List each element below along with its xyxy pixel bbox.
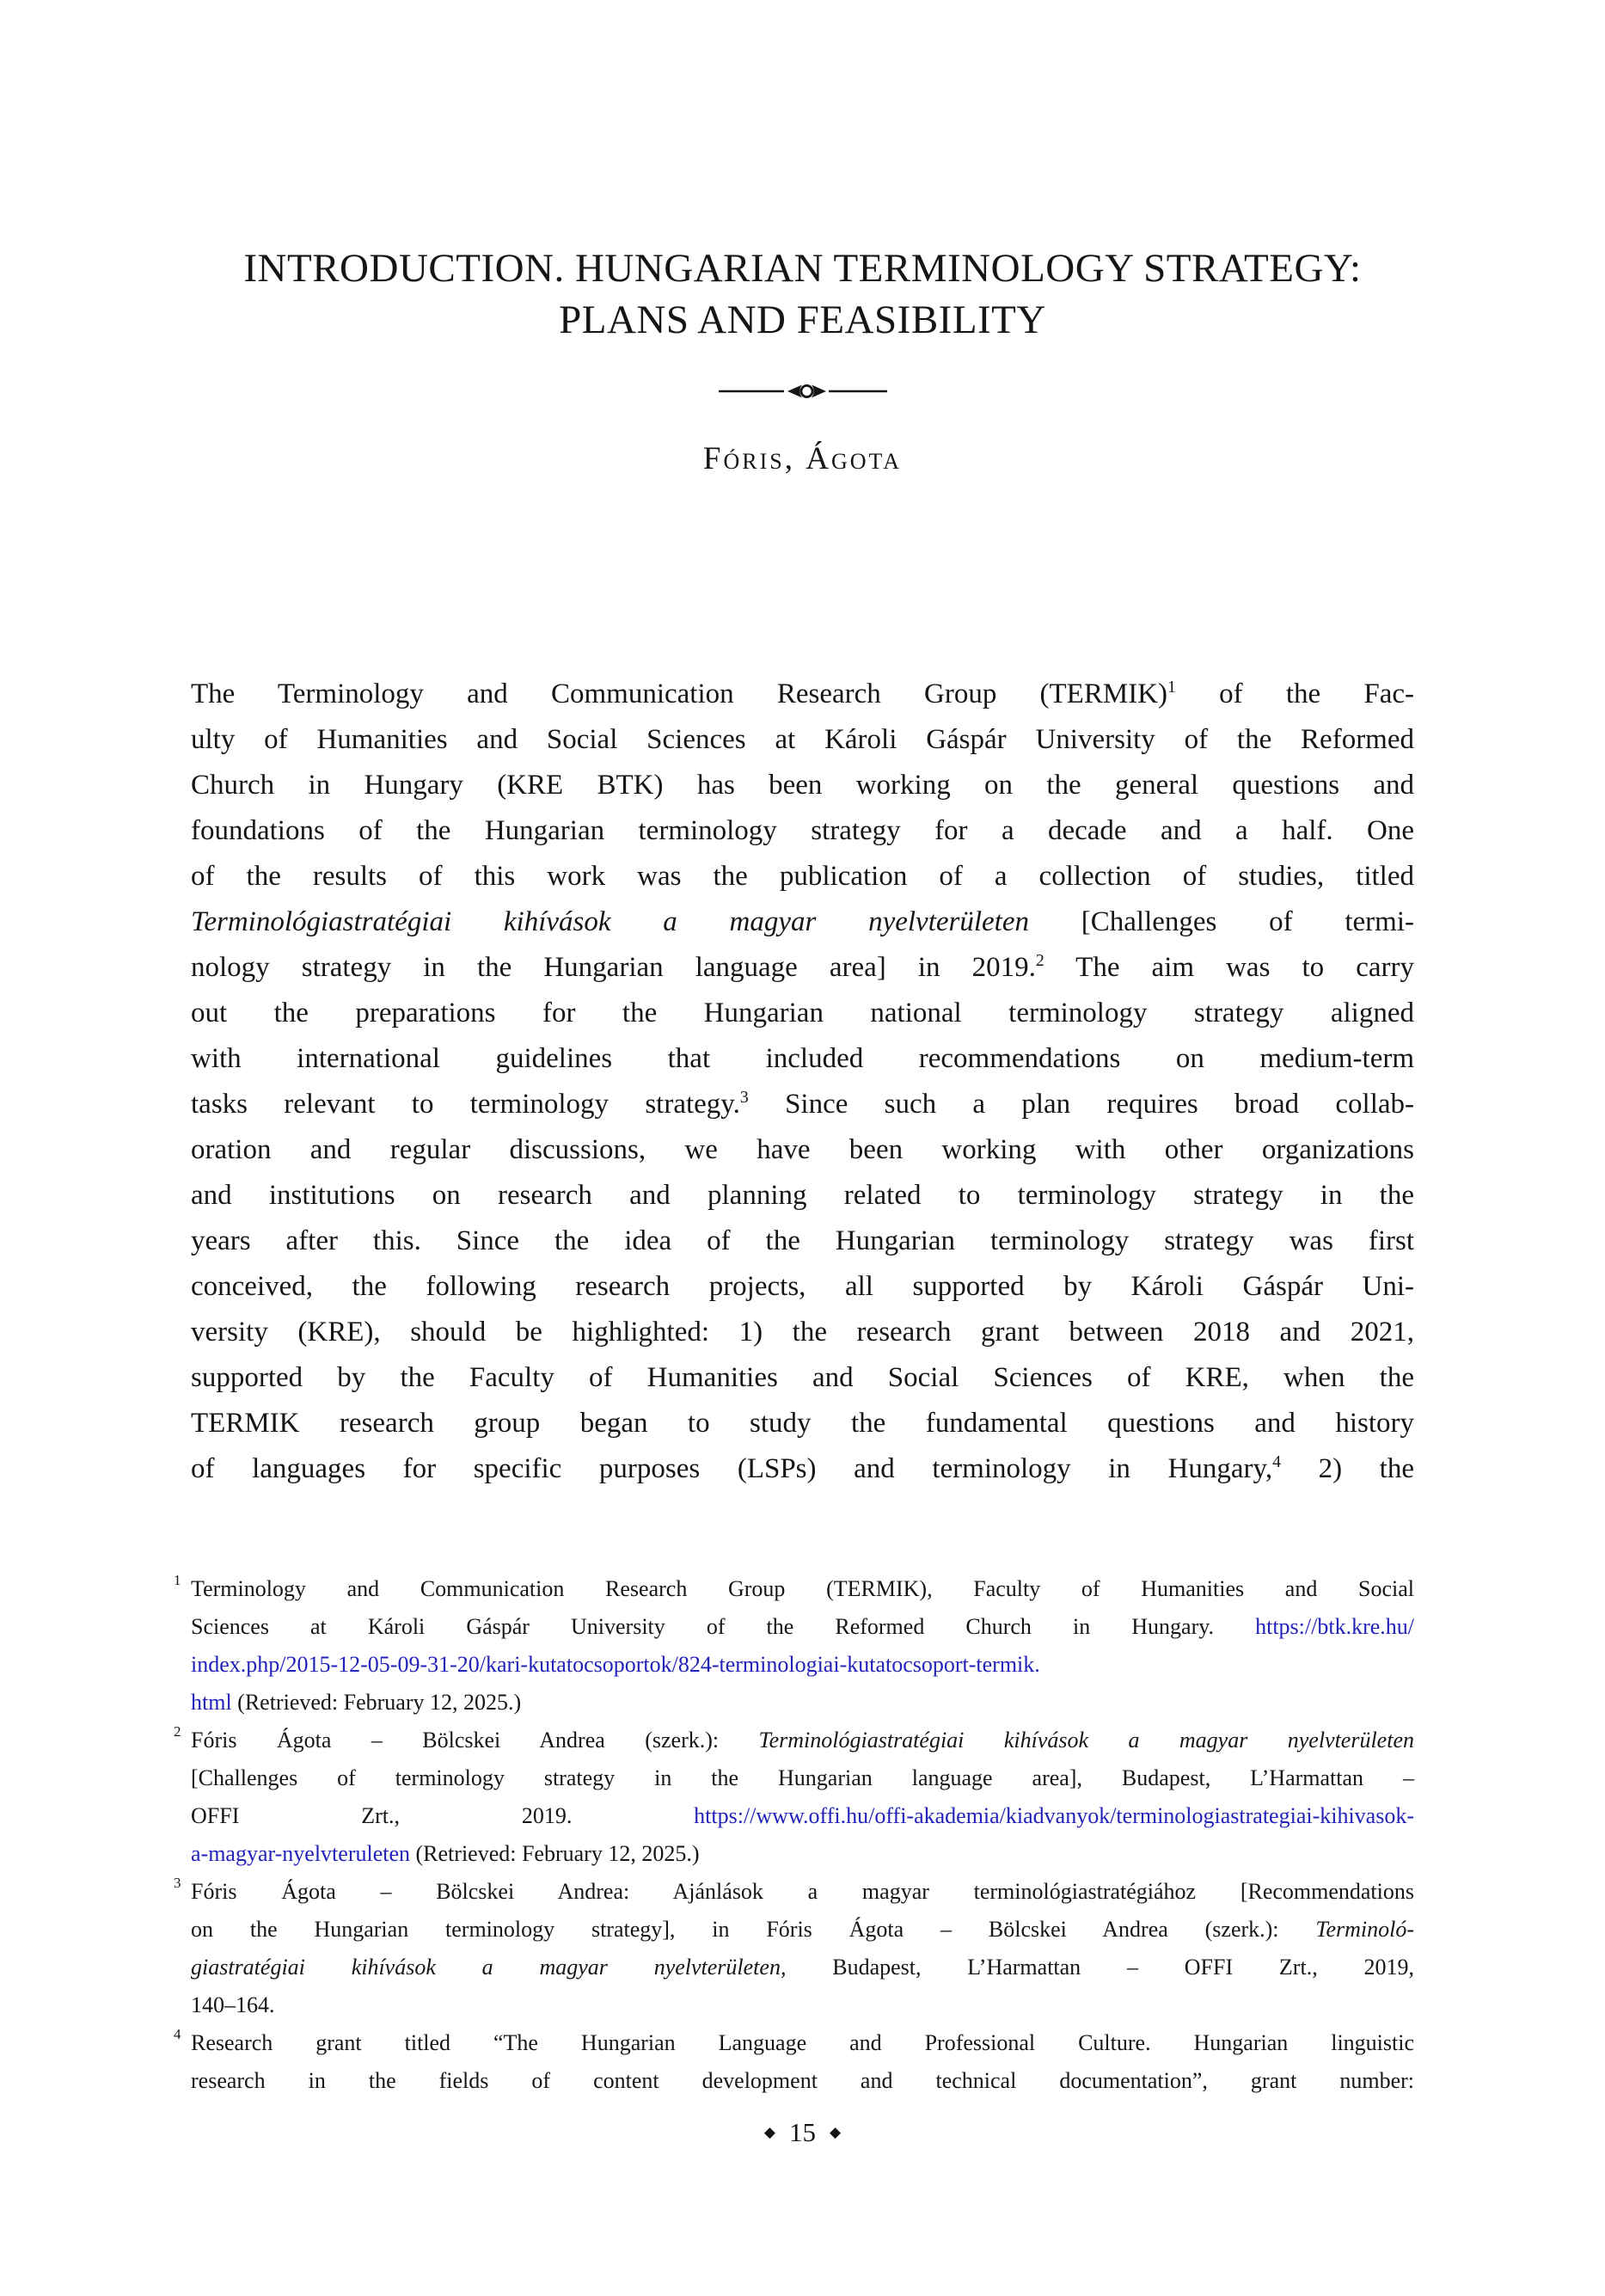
text-line [191, 1646, 1414, 1684]
text-segment: oration and regular discussions, we have been working with other organizations [191, 1134, 1414, 1165]
text-line [191, 1310, 1414, 1355]
text-segment: Fóris Ágota – Bölcskei Andrea: Ajánlások a magyar terminológiastratégiához [Recommendations [191, 1879, 1414, 1904]
text-segment: with international guidelines that included recommendations on medium-term [191, 1043, 1414, 1074]
text-line [191, 1446, 1414, 1492]
text-line [191, 1835, 1414, 1873]
text-line [191, 1911, 1414, 1949]
text-segment: foundations of the Hungarian terminology strategy for a decade and a half. One [191, 815, 1414, 846]
text-segment: Fóris Ágota – Bölcskei Andrea (szerk.): [191, 1728, 759, 1753]
footnote [174, 1722, 1414, 1873]
text-line [191, 1873, 1414, 1911]
text-segment: Research grant titled “The Hungarian Language and Professional Culture. Hungarian linguistic [191, 2030, 1414, 2055]
text-segment: giastratégiai kihívások a magyar nyelvterületen, [191, 1955, 787, 1980]
footnote-reference: 3 [739, 1088, 749, 1107]
diamond-icon: ◆ [830, 2124, 842, 2140]
text-line [191, 854, 1414, 899]
text-line [191, 899, 1414, 945]
footnote-link[interactable]: https://www.offi.hu/offi-akademia/kiadvanyok/terminologiastrategiai-kihivasok- [694, 1803, 1414, 1828]
footnote-marker: 1 [174, 1572, 181, 1588]
text-segment: Terminológiastratégiai kihívások a magyar nyelvterületen [758, 1728, 1414, 1753]
page-footer [0, 2117, 1605, 2148]
text-line [191, 763, 1414, 808]
text-segment: conceived, the following research projects, all supported by Károli Gáspár Uni- [191, 1271, 1414, 1302]
footnote [174, 1570, 1414, 1722]
footnote-reference: 2 [1035, 951, 1044, 970]
footnote-marker: 4 [174, 2026, 181, 2042]
footnote-reference: 1 [1167, 678, 1176, 697]
text-line [191, 1949, 1414, 1986]
text-segment: [Challenges of termi- [1029, 906, 1414, 937]
page-number: 15 [789, 2117, 816, 2147]
text-line [191, 1722, 1414, 1759]
text-segment: The Terminology and Communication Research Group (TERMIK) [191, 678, 1168, 709]
text-segment: 2) the [1281, 1453, 1414, 1484]
footnote [174, 2024, 1414, 2100]
footnote-link[interactable]: a-magyar-nyelvteruleten [191, 1841, 411, 1866]
text-segment: Since such a plan requires broad collab- [748, 1089, 1414, 1120]
text-line [191, 2062, 1414, 2100]
text-segment: and institutions on research and planning related to terminology strategy in the [191, 1180, 1414, 1211]
divider-ornament-icon [717, 382, 889, 401]
text-segment: Sciences at Károli Gáspár University of the Reformed Church in Hungary. [191, 1614, 1256, 1639]
text-line [191, 1264, 1414, 1310]
text-line [191, 1127, 1414, 1173]
text-segment: out the preparations for the Hungarian national terminology strategy aligned [191, 998, 1414, 1028]
footnotes-section [174, 1570, 1414, 2100]
text-segment: years after this. Since the idea of the Hungarian terminology strategy was first [191, 1225, 1414, 1256]
text-line [191, 717, 1414, 763]
text-segment: Terminology and Communication Research Group (TERMIK), Faculty of Humanities and Social [191, 1576, 1414, 1601]
footnote-reference: 4 [1272, 1452, 1281, 1471]
text-line [191, 2024, 1414, 2062]
text-segment: Terminoló- [1315, 1917, 1414, 1942]
footnote-link[interactable]: html [191, 1690, 232, 1715]
text-line [191, 1797, 1414, 1835]
text-segment: of the Fac- [1175, 678, 1414, 709]
text-segment: Budapest, L’Harmattan – OFFI Zrt., 2019, [786, 1955, 1414, 1980]
text-line [191, 1986, 1414, 2024]
text-segment: of the results of this work was the publication of a collection of studies, titled [191, 861, 1414, 892]
text-segment: 140–164. [191, 1992, 275, 2017]
text-segment: [Challenges of terminology strategy in the Hungarian language area], Budapest, L’Harmattan – [191, 1765, 1414, 1790]
footnote-link[interactable]: index.php/2015-12-05-09-31-20/kari-kutatocsoportok/824-terminologiai-kutatocsoport-termik. [191, 1652, 1040, 1677]
text-segment: tasks relevant to terminology strategy. [191, 1089, 740, 1120]
text-segment: of languages for specific purposes (LSPs) and terminology in Hungary, [191, 1453, 1273, 1484]
text-line [191, 808, 1414, 854]
text-segment: Church in Hungary (KRE BTK) has been working on the general questions and [191, 770, 1414, 801]
text-line [191, 1608, 1414, 1646]
text-segment: research in the fields of content development and technical documentation”, grant number: [191, 2068, 1414, 2093]
text-segment: ulty of Humanities and Social Sciences at Károli Gáspár University of the Reformed [191, 724, 1414, 755]
page-title: INTRODUCTION. HUNGARIAN TERMINOLOGY STRATEGY: PLANS AND FEASIBILITY [243, 246, 1362, 342]
text-line [191, 1219, 1414, 1264]
author-name: Fóris, Ágota [702, 441, 903, 476]
footnote-marker: 3 [174, 1875, 181, 1891]
text-line [191, 945, 1414, 991]
text-line [191, 1684, 1414, 1722]
text-segment: nology strategy in the Hungarian language area] in 2019. [191, 952, 1036, 983]
text-segment: TERMIK research group began to study the fundamental questions and history [191, 1408, 1414, 1439]
text-line [191, 672, 1414, 717]
footnote-link[interactable]: https://btk.kre.hu/ [1255, 1614, 1414, 1639]
text-segment: supported by the Faculty of Humanities and Social Sciences of KRE, when the [191, 1362, 1414, 1393]
text-segment: on the Hungarian terminology strategy], in Fóris Ágota – Bölcskei Andrea (szerk.): [191, 1917, 1316, 1942]
body-paragraph [191, 672, 1414, 1492]
text-line [191, 1401, 1414, 1446]
text-segment: (Retrieved: February 12, 2025.) [410, 1841, 700, 1866]
text-segment: versity (KRE), should be highlighted: 1) the research grant between 2018 and 2021, [191, 1317, 1414, 1348]
text-segment: The aim was to carry [1044, 952, 1414, 983]
footnote-marker: 2 [174, 1723, 181, 1740]
text-segment: Terminológiastratégiai kihívások a magyar nyelvterületen [191, 906, 1029, 937]
footnote [174, 1873, 1414, 2024]
title-divider [0, 382, 1605, 401]
text-line [191, 991, 1414, 1036]
text-line [191, 1759, 1414, 1797]
text-segment: (Retrieved: February 12, 2025.) [231, 1690, 522, 1715]
text-line [191, 1036, 1414, 1082]
text-line [191, 1355, 1414, 1401]
diamond-icon: ◆ [763, 2124, 775, 2140]
text-line [191, 1082, 1414, 1127]
text-segment: OFFI Zrt., 2019. [191, 1803, 695, 1828]
text-line [191, 1173, 1414, 1219]
text-line [191, 1570, 1414, 1608]
